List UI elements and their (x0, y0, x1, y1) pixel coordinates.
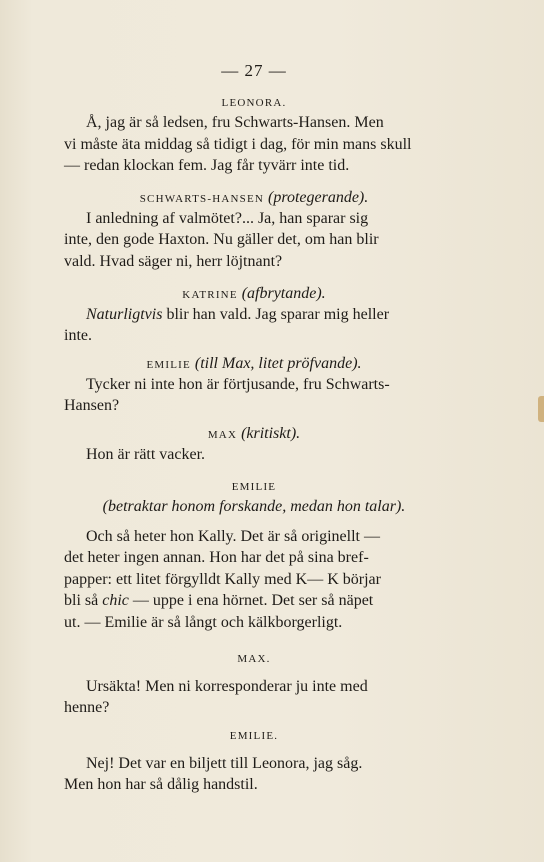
speech-line: inte. (64, 327, 92, 345)
speech-text: bli så (64, 592, 103, 610)
page-edge-tab (538, 396, 544, 422)
speech-line: Ursäkta! Men ni korresponderar ju inte med (86, 677, 368, 695)
speech-line: papper: ett litet förgylldt Kally med K— K börjar (64, 570, 381, 588)
speech-text: blir han vald. Jag sparar mig heller (162, 305, 390, 323)
speech-line: Men hon har så dålig handstil. (64, 776, 258, 794)
emphasis-word: Naturligtvis (86, 305, 163, 323)
speech-text: — uppe i ena hörnet. Det ser så näpet (128, 592, 374, 610)
speech-line: — redan klockan fem. Jag får tyvärr inte tid. (64, 157, 350, 175)
stage-direction: (protegerande). (267, 188, 369, 206)
emphasis-word: chic (102, 592, 129, 610)
speech-line: inte, den gode Haxton. Nu gäller det, om han blir (64, 231, 379, 249)
stage-direction: (afbrytande). (241, 284, 326, 302)
speech-line: vald. Hvad säger ni, herr löjtnant? (64, 252, 283, 270)
speaker-name: KATRINE (182, 288, 238, 301)
speaker-max: MAX. (237, 652, 271, 665)
speech-line (64, 304, 444, 326)
speaker-katrine (64, 285, 444, 304)
speech-line: henne? (64, 699, 110, 717)
speaker-leonora: LEONORA. (221, 97, 287, 109)
speech-line: Hon är rätt vacker. (86, 445, 206, 463)
speech-line: I anledning af valmötet?... Ja, han sparar sig (86, 209, 369, 227)
speaker-name: MAX (207, 428, 238, 441)
stage-direction: (betraktar honom forskande, medan hon talar). (102, 497, 406, 515)
speech-line: Hansen? (64, 397, 120, 415)
speech-line (64, 590, 444, 612)
stage-direction: (till Max, litet pröfvande). (194, 354, 362, 372)
speech-line: vi måste äta middag så tidigt i dag, för min mans skull (64, 135, 412, 153)
page-number: — 27 — (221, 61, 287, 80)
speech-line: ut. — Emilie är så långt och kälkborgerligt. (64, 613, 343, 631)
speech-line: Och så heter hon Kally. Det är så originellt — (86, 527, 380, 545)
speaker-emilie (64, 355, 444, 374)
speaker-name: EMILIE (146, 358, 191, 371)
speech-line: Nej! Det var en biljett till Leonora, jag såg. (86, 754, 363, 772)
speaker-schwarts-hansen (64, 189, 444, 208)
play-text (64, 60, 444, 796)
speaker-name: SCHWARTS-HANSEN (139, 192, 265, 205)
speaker-emilie: EMILIE (231, 480, 277, 493)
stage-direction: (kritiskt). (241, 424, 301, 442)
speech-line: Å, jag är så ledsen, fru Schwarts-Hansen. Men (86, 114, 384, 131)
speech-line: Tycker ni inte hon är förtjusande, fru Schwarts- (86, 375, 390, 393)
speaker-max (64, 425, 444, 444)
speaker-emilie: EMILIE. (229, 729, 279, 742)
speech-line: det heter ingen annan. Hon har det på sina bref- (64, 549, 369, 567)
